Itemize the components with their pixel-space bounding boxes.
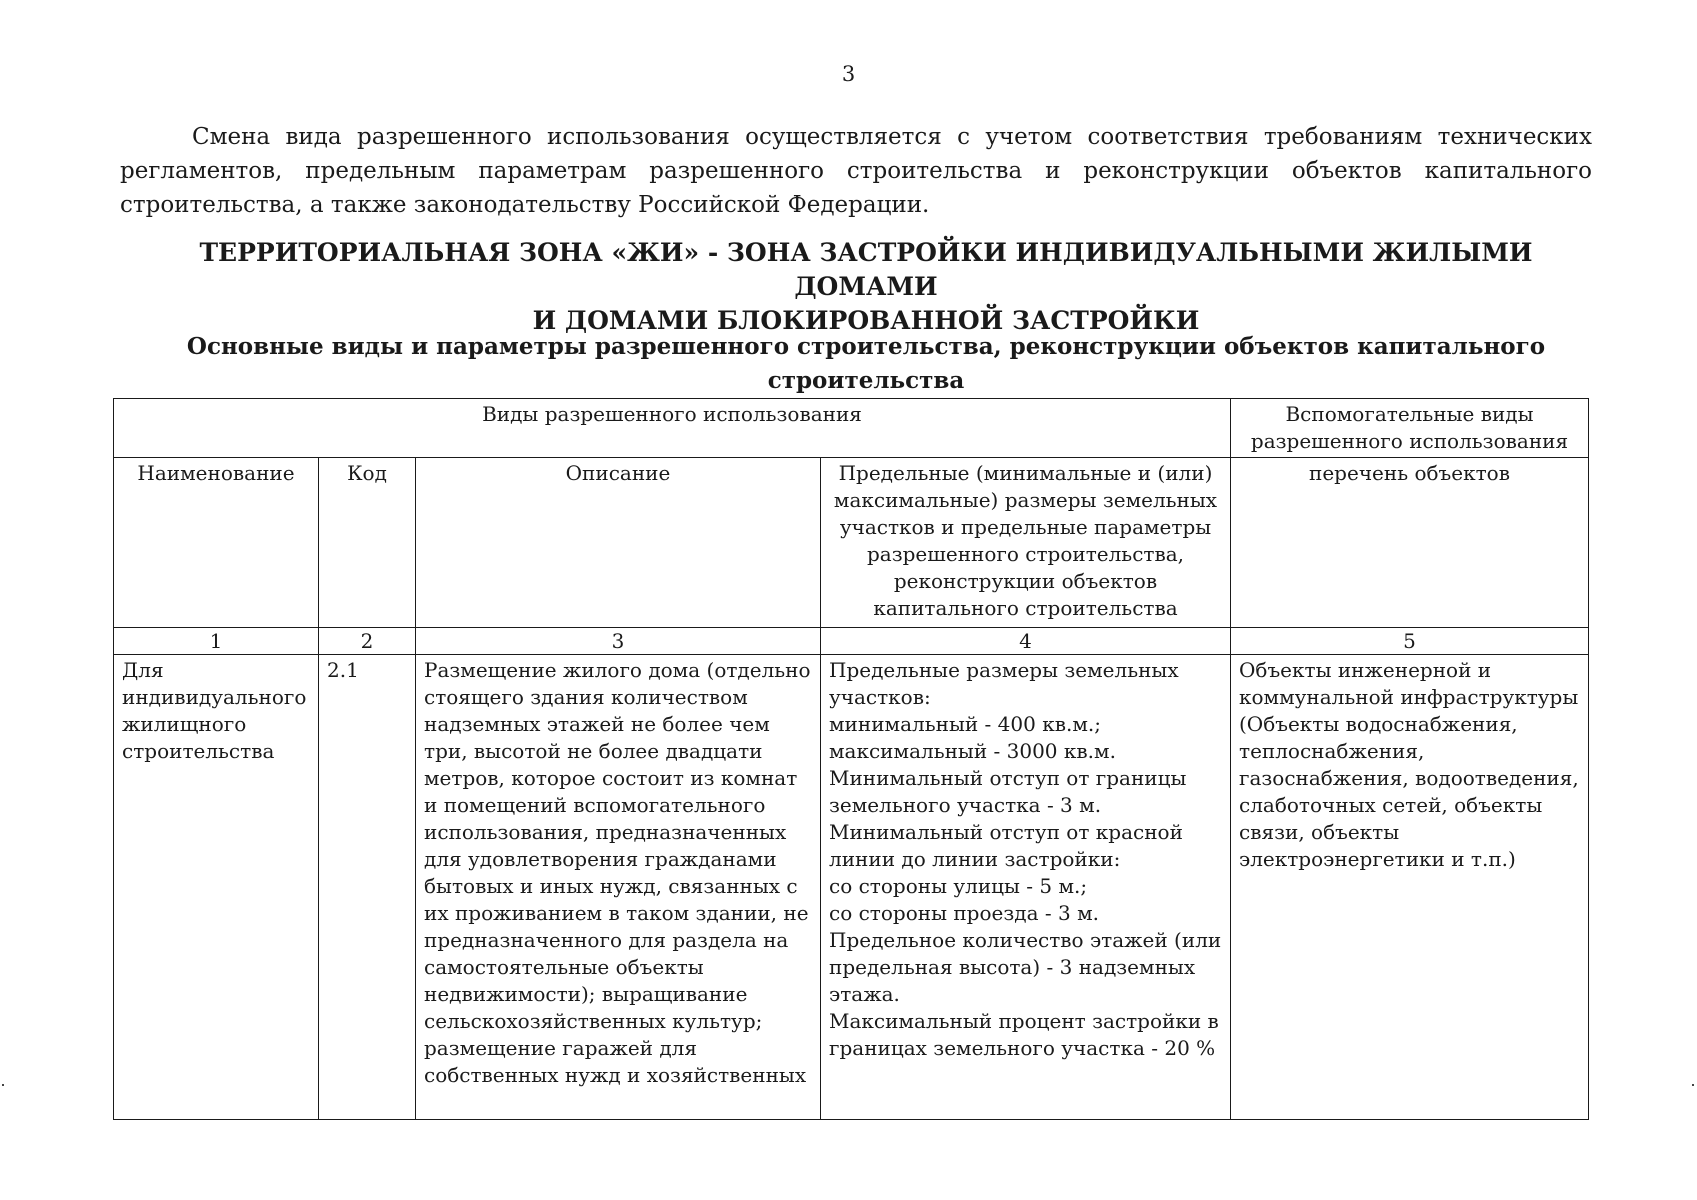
parameter-line: Максимальный процент застройки в границах земельного участка - 20 % [829,1009,1219,1060]
column-header-name: Наименование [114,458,319,628]
cell-description [416,655,821,1120]
zone-title [150,236,1582,338]
group-header-row [114,399,1589,458]
cell-code [319,655,416,1120]
use-name: Для индивидуального жилищного строительства [122,658,307,763]
scan-mark-right [1692,1084,1694,1086]
parameter-line: Предельные размеры земельных участков: [829,658,1179,709]
page-number: 3 [841,62,856,86]
parameters-list [829,657,1222,1062]
parameter-line: минимальный - 400 кв.м.; [829,712,1101,736]
column-header-code: Код [319,458,416,628]
zone-title-line-2: И ДОМАМИ БЛОКИРОВАННОЙ ЗАСТРОЙКИ [532,306,1200,335]
column-header-objects: перечень объектов [1231,458,1589,628]
column-header-parameters: Предельные (минимальные и (или) максимальные) размеры земельных участков и предельные параметры разрешенного строительства, реконструкции объектов капитального строительства [821,458,1231,628]
zone-title-line-1: ТЕРРИТОРИАЛЬНАЯ ЗОНА «ЖИ» - ЗОНА ЗАСТРОЙКИ ИНДИВИДУАЛЬНЫМИ ЖИЛЫМИ ДОМАМИ [199,238,1533,301]
use-code: 2.1 [327,658,359,682]
column-header-description: Описание [416,458,821,628]
parameter-line: со стороны проезда - 3 м. [829,901,1099,925]
intro-paragraph: Смена вида разрешенного использования осуществляется с учетом соответствия требованиям технических регламентов, предельным параметрам разрешенного строительства и реконструкции объектов капитального строительства, а также законодательству Российской Федерации. [120,124,1592,218]
table-row [114,655,1589,1120]
cell-auxiliary [1231,655,1589,1120]
cell-parameters [821,655,1231,1120]
column-number: 5 [1231,628,1589,655]
parameter-line: Минимальный отступ от границы земельного участка - 3 м. [829,766,1187,817]
column-number: 4 [821,628,1231,655]
table-title [150,330,1582,398]
column-number: 3 [416,628,821,655]
parameter-line: со стороны улицы - 5 м.; [829,874,1088,898]
parameter-line: Минимальный отступ от красной линии до линии застройки: [829,820,1183,871]
group-header-aux: Вспомогательные виды разрешенного использования [1231,399,1589,458]
parameter-line: максимальный - 3000 кв.м. [829,739,1116,763]
table-title-line-1: Основные виды и параметры разрешенного строительства, реконструкции объектов капитального [186,333,1546,360]
parameter-line: Предельное количество этажей (или предельная высота) - 3 надземных этажа. [829,928,1222,1006]
auxiliary-objects: Объекты инженерной и коммунальной инфраструктуры (Объекты водоснабжения, теплоснабжения, газоснабжения, водоотведения, слаботочных сетей, объекты связи, объекты электроэнергетики и т.п.) [1239,658,1579,871]
table-title-line-2: строительства [767,367,965,394]
group-header-main: Виды разрешенного использования [114,399,1231,458]
column-header-row [114,458,1589,628]
permitted-use-table [113,398,1589,1120]
column-number: 2 [319,628,416,655]
column-number: 1 [114,628,319,655]
scan-mark-left [2,1084,4,1086]
cell-name [114,655,319,1120]
use-description: Размещение жилого дома (отдельно стоящего здания количеством надземных этажей не более чем три, высотой не более двадцати метров, которое состоит из комнат и помещений вспомогательного использования, предназначенных для удовлетворения гражданами бытовых и иных нужд, связанных с их проживанием в таком здании, не предназначенного для раздела на самостоятельные объекты недвижимости); выращивание сельскохозяйственных культур; размещение гаражей для собственных нужд и хозяйственных [424,658,811,1087]
column-number-row [114,628,1589,655]
